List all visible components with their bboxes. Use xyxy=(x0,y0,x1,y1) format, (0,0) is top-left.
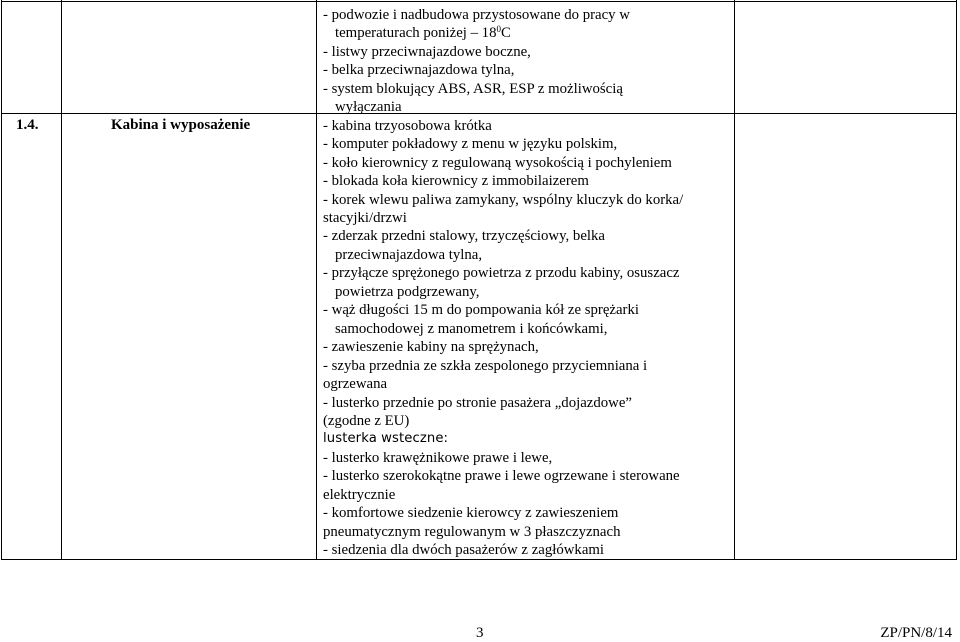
section-title: Kabina i wyposażenie xyxy=(111,117,251,133)
spec-line: - kabina trzyosobowa krótka xyxy=(323,117,492,134)
spec-line: - lusterko szerokokątne prawe i lewe ogrzewane i sterowane xyxy=(323,468,680,485)
table-border-left xyxy=(1,0,2,560)
column-divider-title xyxy=(316,0,317,560)
spec-line: - korek wlewu paliwa zamykany, wspólny kluczyk do korka/ xyxy=(323,191,684,208)
spec-line: pneumatycznym regulowanym w 3 płaszczyznach xyxy=(323,523,621,540)
carryover-line: - system blokujący ABS, ASR, ESP z możliwością xyxy=(323,80,623,97)
spec-line: - komfortowe siedzenie kierowcy z zawieszeniem xyxy=(323,505,619,522)
spec-line: przeciwnajazdowa tylna, xyxy=(335,246,483,263)
column-divider-number xyxy=(61,0,62,560)
spec-line: stacyjki/drzwi xyxy=(323,209,407,226)
section-number: 1.4. xyxy=(16,117,39,133)
carryover-line: - podwozie i nadbudowa przystosowane do pracy w xyxy=(323,7,630,23)
spec-line: - lusterko krawężnikowe prawe i lewe, xyxy=(323,449,553,466)
spec-line: - siedzenia dla dwóch pasażerów z zagłówkami xyxy=(323,542,605,559)
document-code: ZP/PN/8/14 xyxy=(880,625,952,641)
spec-line: - blokada koła kierownicy z immobilaizerem xyxy=(323,173,589,190)
page-number: 3 xyxy=(476,625,484,641)
spec-line: lusterka wsteczne: xyxy=(323,431,449,447)
spec-line: - zawieszenie kabiny na sprężynach, xyxy=(323,339,539,356)
carryover-line: - listwy przeciwnajazdowe boczne, xyxy=(323,43,531,60)
table-border-right xyxy=(956,0,957,560)
spec-line: elektrycznie xyxy=(323,486,396,503)
spec-line: ogrzewana xyxy=(323,376,388,393)
spec-line: - szyba przednia ze szkła zespolonego przyciemniana i xyxy=(323,357,648,374)
spec-line: samochodowej z manometrem i końcówkami, xyxy=(335,320,608,337)
spec-line: - koło kierownicy z regulowaną wysokością i pochyleniem xyxy=(323,154,672,171)
temperature-degree: 0 xyxy=(496,24,501,35)
temperature-unit: C xyxy=(500,25,511,42)
spec-line: - przyłącze sprężonego powietrza z przodu kabiny, osuszacz xyxy=(323,265,680,282)
column-divider-description xyxy=(734,0,735,560)
carryover-line: - belka przeciwnajazdowa tylna, xyxy=(323,62,515,79)
temperature-line xyxy=(323,24,723,42)
carryover-line: wyłączania xyxy=(335,99,402,116)
table-border-top xyxy=(1,1,957,2)
spec-line: - wąż długości 15 m do pompowania kół ze sprężarki xyxy=(323,302,639,319)
temperature-prefix: temperaturach poniżej – 18 xyxy=(335,25,497,42)
spec-line: - zderzak przedni stalowy, trzyczęściowy, belka xyxy=(323,228,605,245)
spec-line: (zgodne z EU) xyxy=(323,412,410,429)
description-cell xyxy=(323,6,723,560)
spec-line: - komputer pokładowy z menu w języku polskim, xyxy=(323,136,618,153)
spec-line: powietrza podgrzewany, xyxy=(335,283,480,300)
spec-line: - lusterko przednie po stronie pasażera „dojazdowe” xyxy=(323,394,632,411)
